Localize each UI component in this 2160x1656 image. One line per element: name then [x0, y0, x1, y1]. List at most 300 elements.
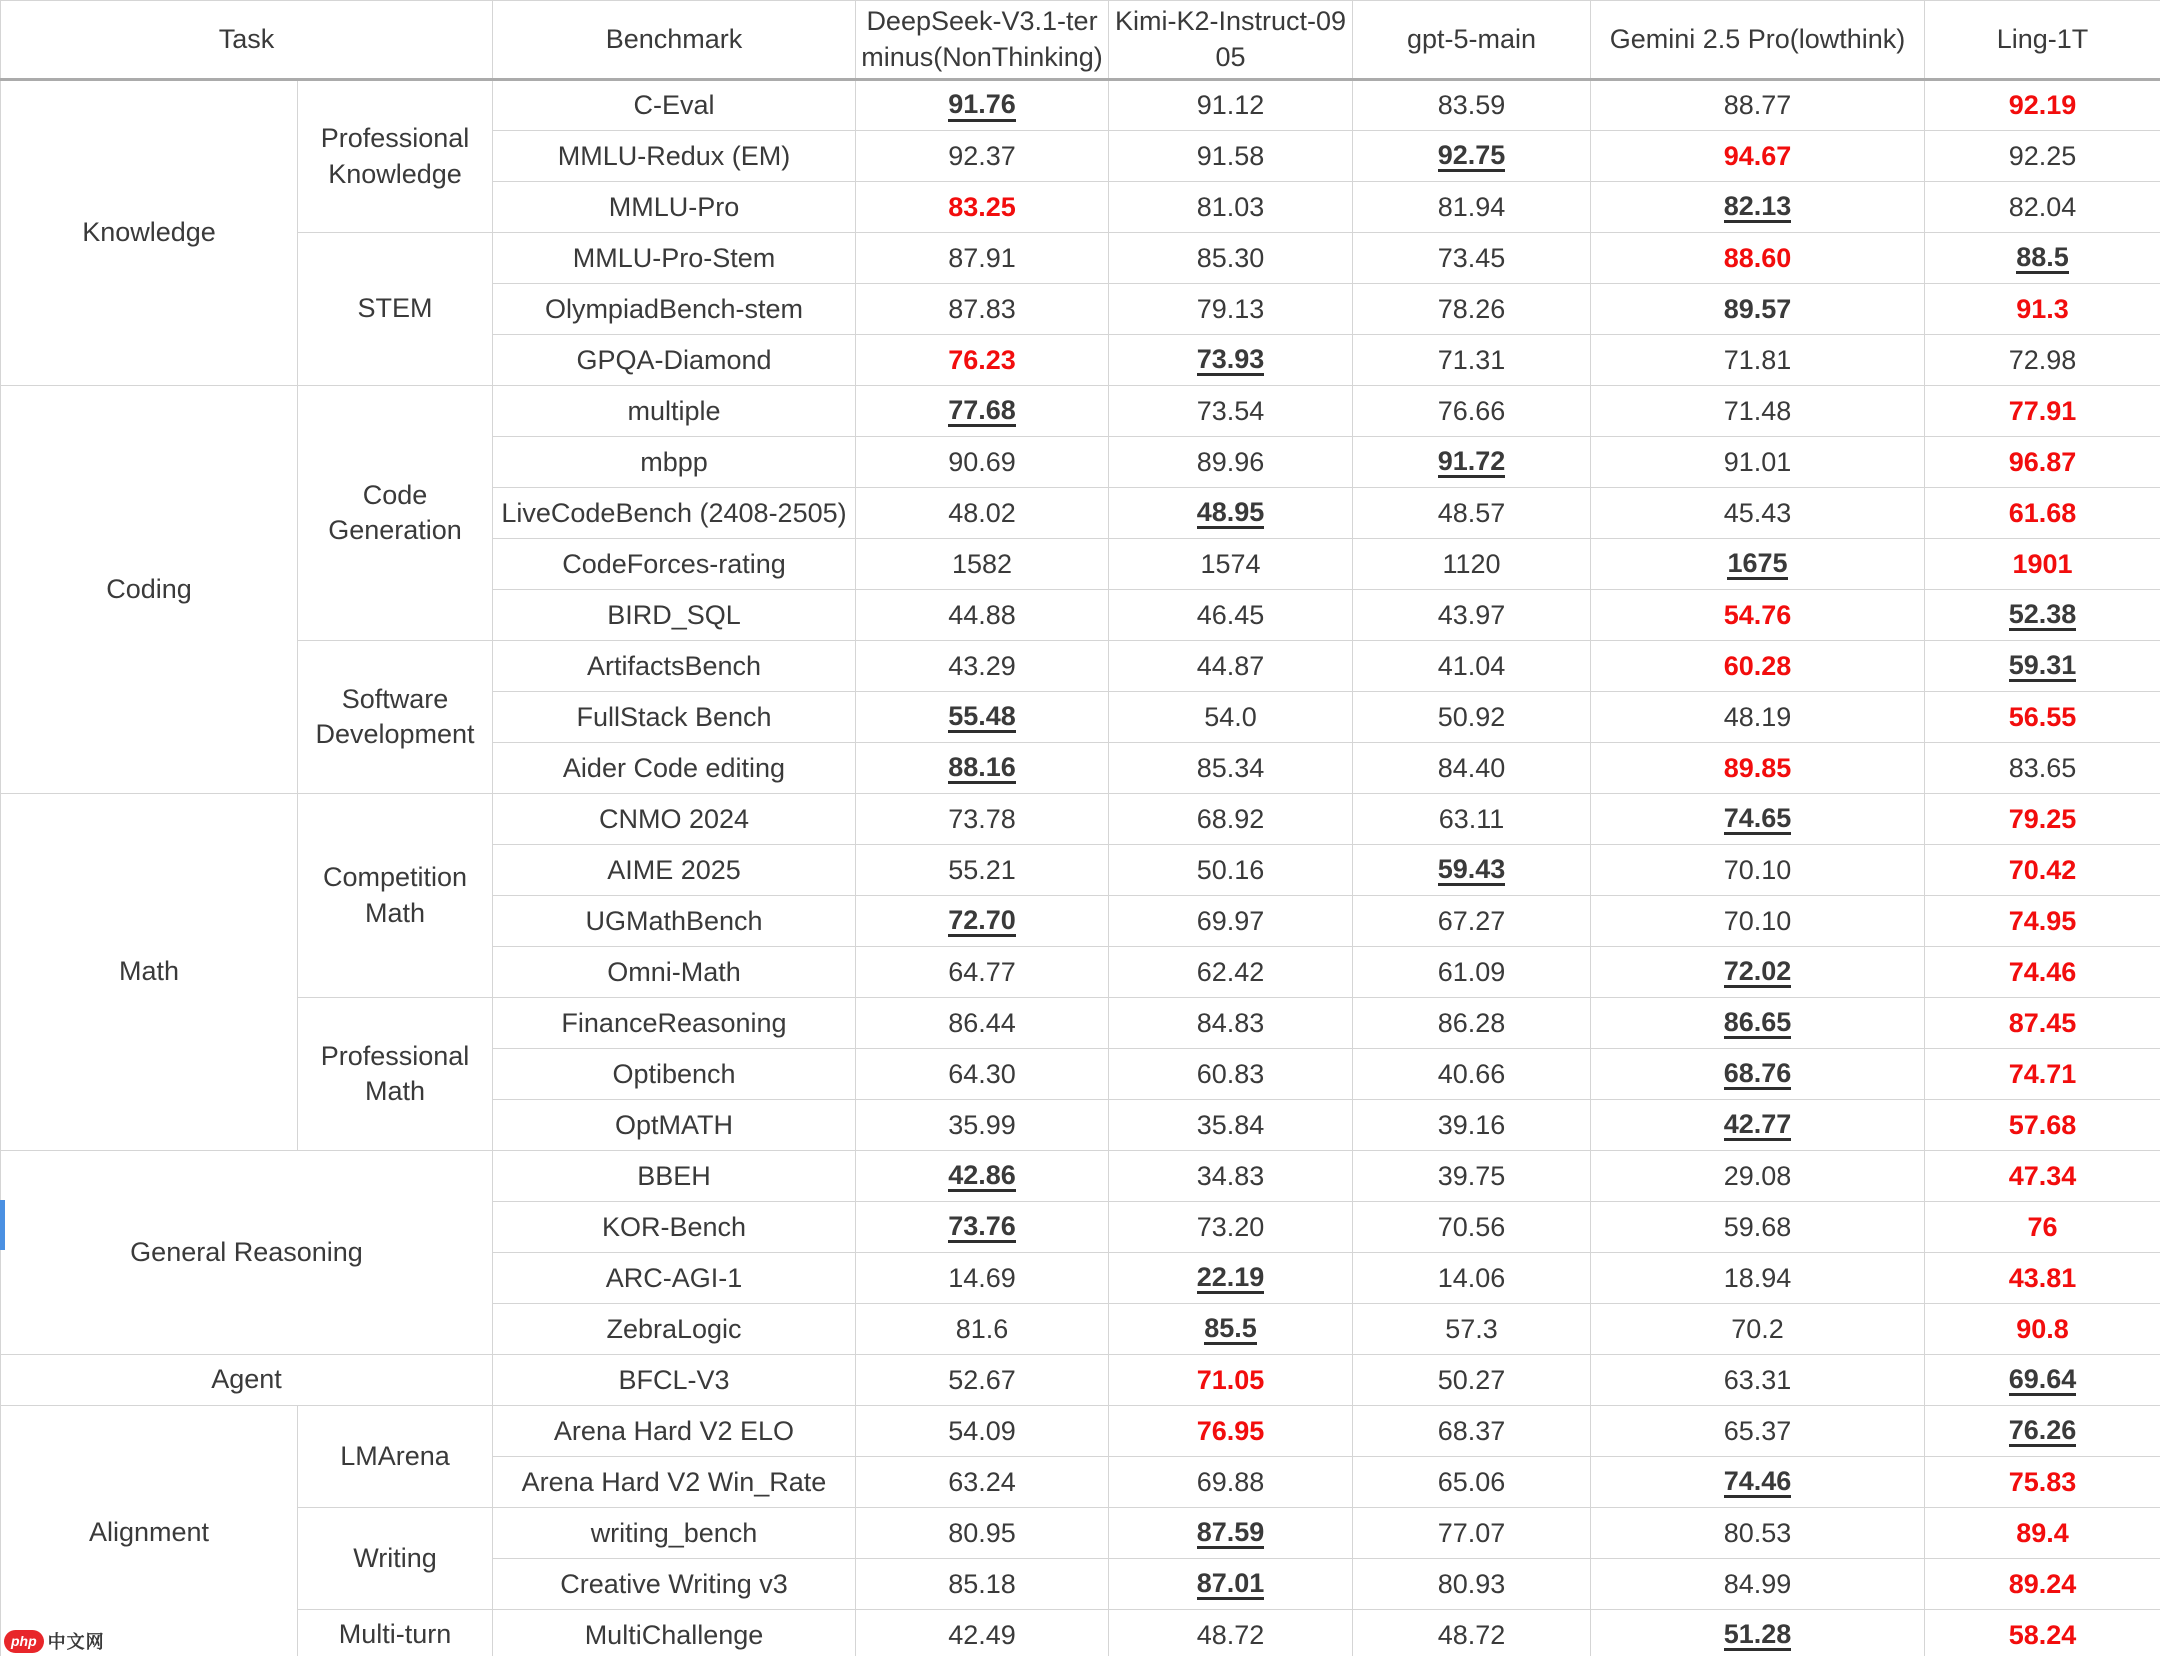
benchmark-cell: BBEH	[493, 1151, 856, 1202]
score-cell-model-2	[1353, 896, 1591, 947]
score-value: 88.16	[948, 753, 1016, 784]
score-value: 69.97	[1196, 905, 1265, 936]
score-value: 85.34	[1196, 752, 1265, 783]
task-subgroup-cell: LMArena	[298, 1406, 493, 1508]
score-cell-model-3	[1591, 1253, 1925, 1304]
benchmark-cell: multiple	[493, 386, 856, 437]
score-cell-model-2	[1353, 1457, 1591, 1508]
column-header-model-3: Gemini 2.5 Pro(lowthink)	[1591, 1, 1925, 80]
score-value: 64.30	[948, 1058, 1016, 1089]
table-row	[1, 998, 2160, 1049]
benchmark-cell: writing_bench	[493, 1508, 856, 1559]
score-cell-model-4	[1925, 743, 2160, 794]
benchmark-cell: Aider Code editing	[493, 743, 856, 794]
score-cell-model-2	[1353, 845, 1591, 896]
score-value: 73.45	[1437, 242, 1506, 273]
score-value: 48.95	[1197, 498, 1265, 529]
score-value: 42.86	[948, 1161, 1016, 1192]
score-cell-model-2	[1353, 1202, 1591, 1253]
benchmark-cell: OlympiadBench-stem	[493, 284, 856, 335]
score-value: 39.16	[1437, 1109, 1506, 1140]
score-cell-model-4	[1925, 1253, 2160, 1304]
score-value: 84.99	[1723, 1568, 1792, 1599]
score-value: 73.20	[1196, 1211, 1265, 1242]
benchmark-cell: BFCL-V3	[493, 1355, 856, 1406]
score-cell-model-1	[1109, 1304, 1353, 1355]
score-cell-model-3	[1591, 743, 1925, 794]
score-cell-model-2	[1353, 743, 1591, 794]
score-value: 61.68	[2008, 497, 2077, 528]
score-cell-model-0	[856, 1355, 1109, 1406]
score-value: 92.37	[948, 140, 1016, 171]
score-cell-model-2	[1353, 998, 1591, 1049]
score-value: 48.72	[1196, 1619, 1265, 1650]
column-header-model-1: Kimi-K2-Instruct-0905	[1109, 1, 1353, 80]
score-value: 35.84	[1196, 1109, 1265, 1140]
score-cell-model-0	[856, 386, 1109, 437]
score-cell-model-4	[1925, 590, 2160, 641]
score-cell-model-2	[1353, 641, 1591, 692]
score-value: 91.12	[1196, 90, 1265, 120]
score-value: 82.04	[2008, 191, 2077, 222]
score-cell-model-0	[856, 794, 1109, 845]
score-value: 74.95	[2008, 905, 2077, 936]
watermark	[4, 1628, 105, 1654]
score-value: 73.54	[1196, 395, 1265, 426]
score-cell-model-0	[856, 1304, 1109, 1355]
table-row	[1, 233, 2160, 284]
score-cell-model-0	[856, 845, 1109, 896]
score-value: 90.8	[2016, 1313, 2069, 1344]
benchmark-cell: Optibench	[493, 1049, 856, 1100]
score-cell-model-4	[1925, 1355, 2160, 1406]
score-cell-model-4	[1925, 182, 2160, 233]
benchmark-cell: LiveCodeBench (2408-2505)	[493, 488, 856, 539]
score-value: 74.46	[1724, 1467, 1792, 1498]
score-value: 1901	[2012, 548, 2073, 579]
score-cell-model-1	[1109, 1202, 1353, 1253]
score-cell-model-2	[1353, 1253, 1591, 1304]
benchmark-cell: GPQA-Diamond	[493, 335, 856, 386]
score-cell-model-2	[1353, 794, 1591, 845]
task-subgroup-cell: Competition Math	[298, 794, 493, 998]
task-subgroup-cell: STEM	[298, 233, 493, 386]
score-value: 88.5	[2016, 243, 2069, 274]
score-cell-model-0	[856, 80, 1109, 131]
score-cell-model-0	[856, 1406, 1109, 1457]
table-row	[1, 641, 2160, 692]
score-cell-model-1	[1109, 692, 1353, 743]
benchmark-cell: ArtifactsBench	[493, 641, 856, 692]
task-group-cell: General Reasoning	[1, 1151, 493, 1355]
score-value: 56.55	[2008, 701, 2077, 732]
score-cell-model-3	[1591, 1610, 1925, 1656]
score-cell-model-1	[1109, 641, 1353, 692]
score-value: 83.65	[2008, 752, 2077, 783]
score-cell-model-2	[1353, 80, 1591, 131]
table-row	[1, 80, 2160, 131]
score-cell-model-2	[1353, 386, 1591, 437]
score-value: 43.81	[2008, 1262, 2077, 1293]
score-cell-model-0	[856, 1151, 1109, 1202]
score-value: 68.76	[1724, 1059, 1792, 1090]
score-cell-model-3	[1591, 947, 1925, 998]
score-value: 84.83	[1196, 1007, 1265, 1038]
score-value: 48.57	[1437, 497, 1506, 528]
score-value: 88.60	[1723, 242, 1792, 273]
task-group-cell: Coding	[1, 386, 298, 794]
benchmark-cell: FullStack Bench	[493, 692, 856, 743]
score-value: 91.01	[1723, 446, 1792, 477]
score-cell-model-1	[1109, 1610, 1353, 1656]
score-value: 79.25	[2008, 803, 2077, 834]
benchmark-cell: MMLU-Pro	[493, 182, 856, 233]
task-subgroup-cell: Multi-turn	[298, 1610, 493, 1656]
score-cell-model-3	[1591, 539, 1925, 590]
score-value: 76.95	[1196, 1415, 1265, 1446]
score-value: 44.87	[1196, 650, 1265, 681]
score-value: 54.09	[948, 1415, 1016, 1446]
score-value: 67.27	[1437, 905, 1506, 936]
score-value: 78.26	[1437, 293, 1506, 324]
score-value: 72.98	[2008, 344, 2077, 375]
score-cell-model-1	[1109, 1559, 1353, 1610]
score-cell-model-3	[1591, 1508, 1925, 1559]
score-cell-model-2	[1353, 692, 1591, 743]
task-subgroup-cell: Code Generation	[298, 386, 493, 641]
score-cell-model-0	[856, 182, 1109, 233]
score-value: 61.09	[1437, 956, 1506, 987]
score-cell-model-3	[1591, 1151, 1925, 1202]
table-row	[1, 794, 2160, 845]
column-header-model-0: DeepSeek-V3.1-terminus(NonThinking)	[856, 1, 1109, 80]
score-cell-model-3	[1591, 794, 1925, 845]
score-cell-model-2	[1353, 947, 1591, 998]
score-cell-model-3	[1591, 1304, 1925, 1355]
score-value: 80.95	[948, 1517, 1016, 1548]
score-cell-model-1	[1109, 743, 1353, 794]
score-value: 43.97	[1437, 599, 1506, 630]
score-cell-model-3	[1591, 590, 1925, 641]
score-cell-model-1	[1109, 1508, 1353, 1559]
score-value: 74.46	[2008, 956, 2077, 987]
score-value: 62.42	[1196, 956, 1265, 987]
score-value: 96.87	[2008, 446, 2077, 477]
score-cell-model-1	[1109, 335, 1353, 386]
score-cell-model-0	[856, 1610, 1109, 1656]
score-cell-model-0	[856, 1202, 1109, 1253]
score-value: 91.3	[2016, 293, 2069, 324]
score-cell-model-1	[1109, 794, 1353, 845]
score-cell-model-1	[1109, 845, 1353, 896]
score-value: 91.72	[1438, 447, 1506, 478]
score-value: 1574	[1200, 548, 1261, 579]
score-cell-model-4	[1925, 1610, 2160, 1656]
score-value: 54.0	[1204, 701, 1257, 732]
score-value: 88.77	[1723, 90, 1792, 120]
task-group-cell: Knowledge	[1, 80, 298, 386]
score-value: 54.76	[1723, 599, 1792, 630]
table-body	[1, 80, 2160, 1656]
score-value: 63.24	[948, 1466, 1016, 1497]
score-value: 14.69	[948, 1262, 1016, 1293]
score-cell-model-3	[1591, 1457, 1925, 1508]
score-cell-model-4	[1925, 437, 2160, 488]
score-cell-model-4	[1925, 1406, 2160, 1457]
score-value: 55.48	[948, 702, 1016, 733]
score-value: 89.57	[1723, 293, 1792, 324]
score-value: 46.45	[1196, 599, 1265, 630]
score-value: 41.04	[1437, 650, 1506, 681]
score-cell-model-4	[1925, 1508, 2160, 1559]
score-cell-model-1	[1109, 590, 1353, 641]
score-cell-model-0	[856, 131, 1109, 182]
benchmark-cell: mbpp	[493, 437, 856, 488]
score-cell-model-1	[1109, 131, 1353, 182]
score-value: 65.06	[1437, 1466, 1506, 1497]
score-value: 80.93	[1437, 1568, 1506, 1599]
score-cell-model-1	[1109, 1355, 1353, 1406]
score-cell-model-3	[1591, 1049, 1925, 1100]
score-value: 74.71	[2008, 1058, 2077, 1089]
score-value: 14.06	[1437, 1262, 1506, 1293]
benchmark-cell: Omni-Math	[493, 947, 856, 998]
score-cell-model-2	[1353, 182, 1591, 233]
score-value: 50.16	[1196, 854, 1265, 885]
table-row	[1, 1508, 2160, 1559]
score-value: 50.27	[1437, 1364, 1506, 1395]
left-selection-marker	[0, 1200, 5, 1250]
score-value: 73.78	[948, 803, 1016, 834]
score-value: 89.4	[2016, 1517, 2069, 1548]
score-value: 57.68	[2008, 1109, 2077, 1140]
score-cell-model-1	[1109, 1457, 1353, 1508]
score-value: 60.83	[1196, 1058, 1265, 1089]
score-value: 69.64	[2009, 1365, 2077, 1396]
score-cell-model-1	[1109, 386, 1353, 437]
score-cell-model-3	[1591, 1355, 1925, 1406]
score-cell-model-3	[1591, 284, 1925, 335]
score-value: 48.72	[1437, 1619, 1506, 1650]
score-cell-model-2	[1353, 1508, 1591, 1559]
score-cell-model-4	[1925, 998, 2160, 1049]
score-cell-model-4	[1925, 284, 2160, 335]
score-value: 72.02	[1724, 957, 1792, 988]
score-cell-model-1	[1109, 488, 1353, 539]
score-value: 73.76	[948, 1212, 1016, 1243]
score-cell-model-0	[856, 590, 1109, 641]
score-value: 89.24	[2008, 1568, 2077, 1599]
score-cell-model-3	[1591, 131, 1925, 182]
score-value: 83.59	[1437, 90, 1506, 120]
score-value: 48.19	[1723, 701, 1792, 732]
score-value: 87.01	[1197, 1569, 1265, 1600]
benchmark-cell: MMLU-Pro-Stem	[493, 233, 856, 284]
score-cell-model-1	[1109, 1049, 1353, 1100]
score-value: 92.19	[2008, 90, 2077, 120]
score-value: 59.68	[1723, 1211, 1792, 1242]
score-cell-model-1	[1109, 233, 1353, 284]
score-value: 87.45	[2008, 1007, 2077, 1038]
score-cell-model-1	[1109, 998, 1353, 1049]
benchmark-cell: C-Eval	[493, 80, 856, 131]
score-cell-model-2	[1353, 1100, 1591, 1151]
watermark-text: 中文网	[47, 1632, 105, 1652]
table-header	[1, 1, 2160, 80]
score-value: 91.58	[1196, 140, 1265, 171]
task-subgroup-cell: Writing	[298, 1508, 493, 1610]
score-cell-model-4	[1925, 539, 2160, 590]
score-cell-model-4	[1925, 80, 2160, 131]
benchmark-cell: KOR-Bench	[493, 1202, 856, 1253]
score-value: 76.23	[948, 344, 1016, 375]
score-cell-model-2	[1353, 131, 1591, 182]
score-value: 79.13	[1196, 293, 1265, 324]
score-cell-model-1	[1109, 80, 1353, 131]
score-cell-model-1	[1109, 1100, 1353, 1151]
score-value: 81.6	[955, 1313, 1009, 1344]
score-value: 77.68	[948, 396, 1016, 427]
score-value: 70.2	[1731, 1313, 1784, 1344]
benchmark-cell: BIRD_SQL	[493, 590, 856, 641]
score-value: 91.76	[948, 90, 1016, 121]
score-cell-model-4	[1925, 1049, 2160, 1100]
score-cell-model-4	[1925, 335, 2160, 386]
benchmark-cell: Creative Writing v3	[493, 1559, 856, 1610]
score-value: 87.91	[948, 242, 1016, 273]
score-cell-model-0	[856, 437, 1109, 488]
score-value: 40.66	[1437, 1058, 1506, 1089]
score-cell-model-1	[1109, 896, 1353, 947]
score-value: 80.53	[1723, 1517, 1792, 1548]
score-cell-model-4	[1925, 386, 2160, 437]
score-value: 76.66	[1437, 395, 1506, 426]
score-value: 68.92	[1196, 803, 1265, 834]
task-subgroup-cell: Professional Knowledge	[298, 80, 493, 233]
score-cell-model-3	[1591, 335, 1925, 386]
score-cell-model-4	[1925, 233, 2160, 284]
column-header-model-2: gpt-5-main	[1353, 1, 1591, 80]
score-value: 47.34	[2008, 1160, 2077, 1191]
task-group-cell: Alignment	[1, 1406, 298, 1656]
score-value: 1120	[1442, 548, 1501, 579]
score-value: 48.02	[948, 497, 1016, 528]
benchmark-cell: Arena Hard V2 Win_Rate	[493, 1457, 856, 1508]
table-row	[1, 386, 2160, 437]
score-cell-model-4	[1925, 1559, 2160, 1610]
column-header-model-4: Ling-1T	[1925, 1, 2160, 80]
score-value: 69.88	[1196, 1466, 1265, 1497]
score-value: 87.83	[948, 293, 1016, 324]
task-subgroup-cell: Software Development	[298, 641, 493, 794]
table-row	[1, 1406, 2160, 1457]
score-value: 63.11	[1438, 803, 1505, 834]
score-value: 55.21	[948, 854, 1016, 885]
score-cell-model-3	[1591, 80, 1925, 131]
score-cell-model-0	[856, 896, 1109, 947]
score-cell-model-4	[1925, 794, 2160, 845]
score-value: 71.05	[1196, 1364, 1265, 1395]
score-value: 73.93	[1197, 345, 1265, 376]
score-value: 92.75	[1438, 141, 1506, 172]
header-row	[1, 1, 2160, 80]
score-value: 76.26	[2009, 1416, 2077, 1447]
score-value: 81.94	[1437, 191, 1506, 222]
score-cell-model-0	[856, 233, 1109, 284]
score-value: 75.83	[2008, 1466, 2077, 1497]
score-cell-model-1	[1109, 182, 1353, 233]
score-value: 70.42	[2008, 854, 2077, 885]
score-value: 52.38	[2009, 600, 2077, 631]
score-cell-model-3	[1591, 1202, 1925, 1253]
score-cell-model-0	[856, 1100, 1109, 1151]
score-value: 72.70	[948, 906, 1016, 937]
task-subgroup-cell: Professional Math	[298, 998, 493, 1151]
score-value: 60.28	[1723, 650, 1792, 681]
score-cell-model-2	[1353, 437, 1591, 488]
score-cell-model-1	[1109, 437, 1353, 488]
score-value: 18.94	[1723, 1262, 1792, 1293]
table-row	[1, 1151, 2160, 1202]
score-value: 1675	[1727, 549, 1787, 580]
score-cell-model-3	[1591, 998, 1925, 1049]
score-value: 43.29	[948, 650, 1016, 681]
benchmark-cell: MMLU-Redux (EM)	[493, 131, 856, 182]
score-value: 77.07	[1437, 1517, 1506, 1548]
score-cell-model-1	[1109, 947, 1353, 998]
score-value: 89.85	[1723, 752, 1792, 783]
score-value: 81.03	[1196, 191, 1265, 222]
score-cell-model-4	[1925, 1304, 2160, 1355]
benchmark-cell: ARC-AGI-1	[493, 1253, 856, 1304]
benchmark-cell: Arena Hard V2 ELO	[493, 1406, 856, 1457]
score-cell-model-4	[1925, 692, 2160, 743]
score-value: 42.49	[948, 1619, 1016, 1650]
score-cell-model-0	[856, 1559, 1109, 1610]
score-cell-model-4	[1925, 131, 2160, 182]
score-value: 85.5	[1204, 1314, 1257, 1345]
score-value: 92.25	[2008, 140, 2077, 171]
table-row	[1, 1355, 2160, 1406]
score-value: 84.40	[1437, 752, 1506, 783]
score-value: 76	[2027, 1211, 2058, 1242]
score-value: 74.65	[1724, 804, 1792, 835]
task-group-cell: Agent	[1, 1355, 493, 1406]
score-value: 57.3	[1445, 1313, 1498, 1344]
score-value: 29.08	[1723, 1160, 1792, 1191]
score-cell-model-3	[1591, 182, 1925, 233]
score-value: 50.92	[1437, 701, 1506, 732]
score-cell-model-3	[1591, 692, 1925, 743]
score-value: 58.24	[2008, 1619, 2077, 1650]
score-cell-model-3	[1591, 845, 1925, 896]
score-value: 44.88	[948, 599, 1016, 630]
score-cell-model-3	[1591, 488, 1925, 539]
score-value: 90.69	[948, 446, 1016, 477]
score-cell-model-0	[856, 1049, 1109, 1100]
score-cell-model-4	[1925, 1202, 2160, 1253]
score-value: 59.31	[2009, 651, 2077, 682]
score-value: 64.77	[948, 956, 1016, 987]
score-cell-model-3	[1591, 386, 1925, 437]
benchmark-cell: CodeForces-rating	[493, 539, 856, 590]
score-value: 35.99	[948, 1109, 1016, 1140]
score-cell-model-4	[1925, 488, 2160, 539]
benchmark-cell: CNMO 2024	[493, 794, 856, 845]
score-value: 82.13	[1724, 192, 1792, 223]
score-value: 39.75	[1437, 1160, 1506, 1191]
score-cell-model-1	[1109, 539, 1353, 590]
